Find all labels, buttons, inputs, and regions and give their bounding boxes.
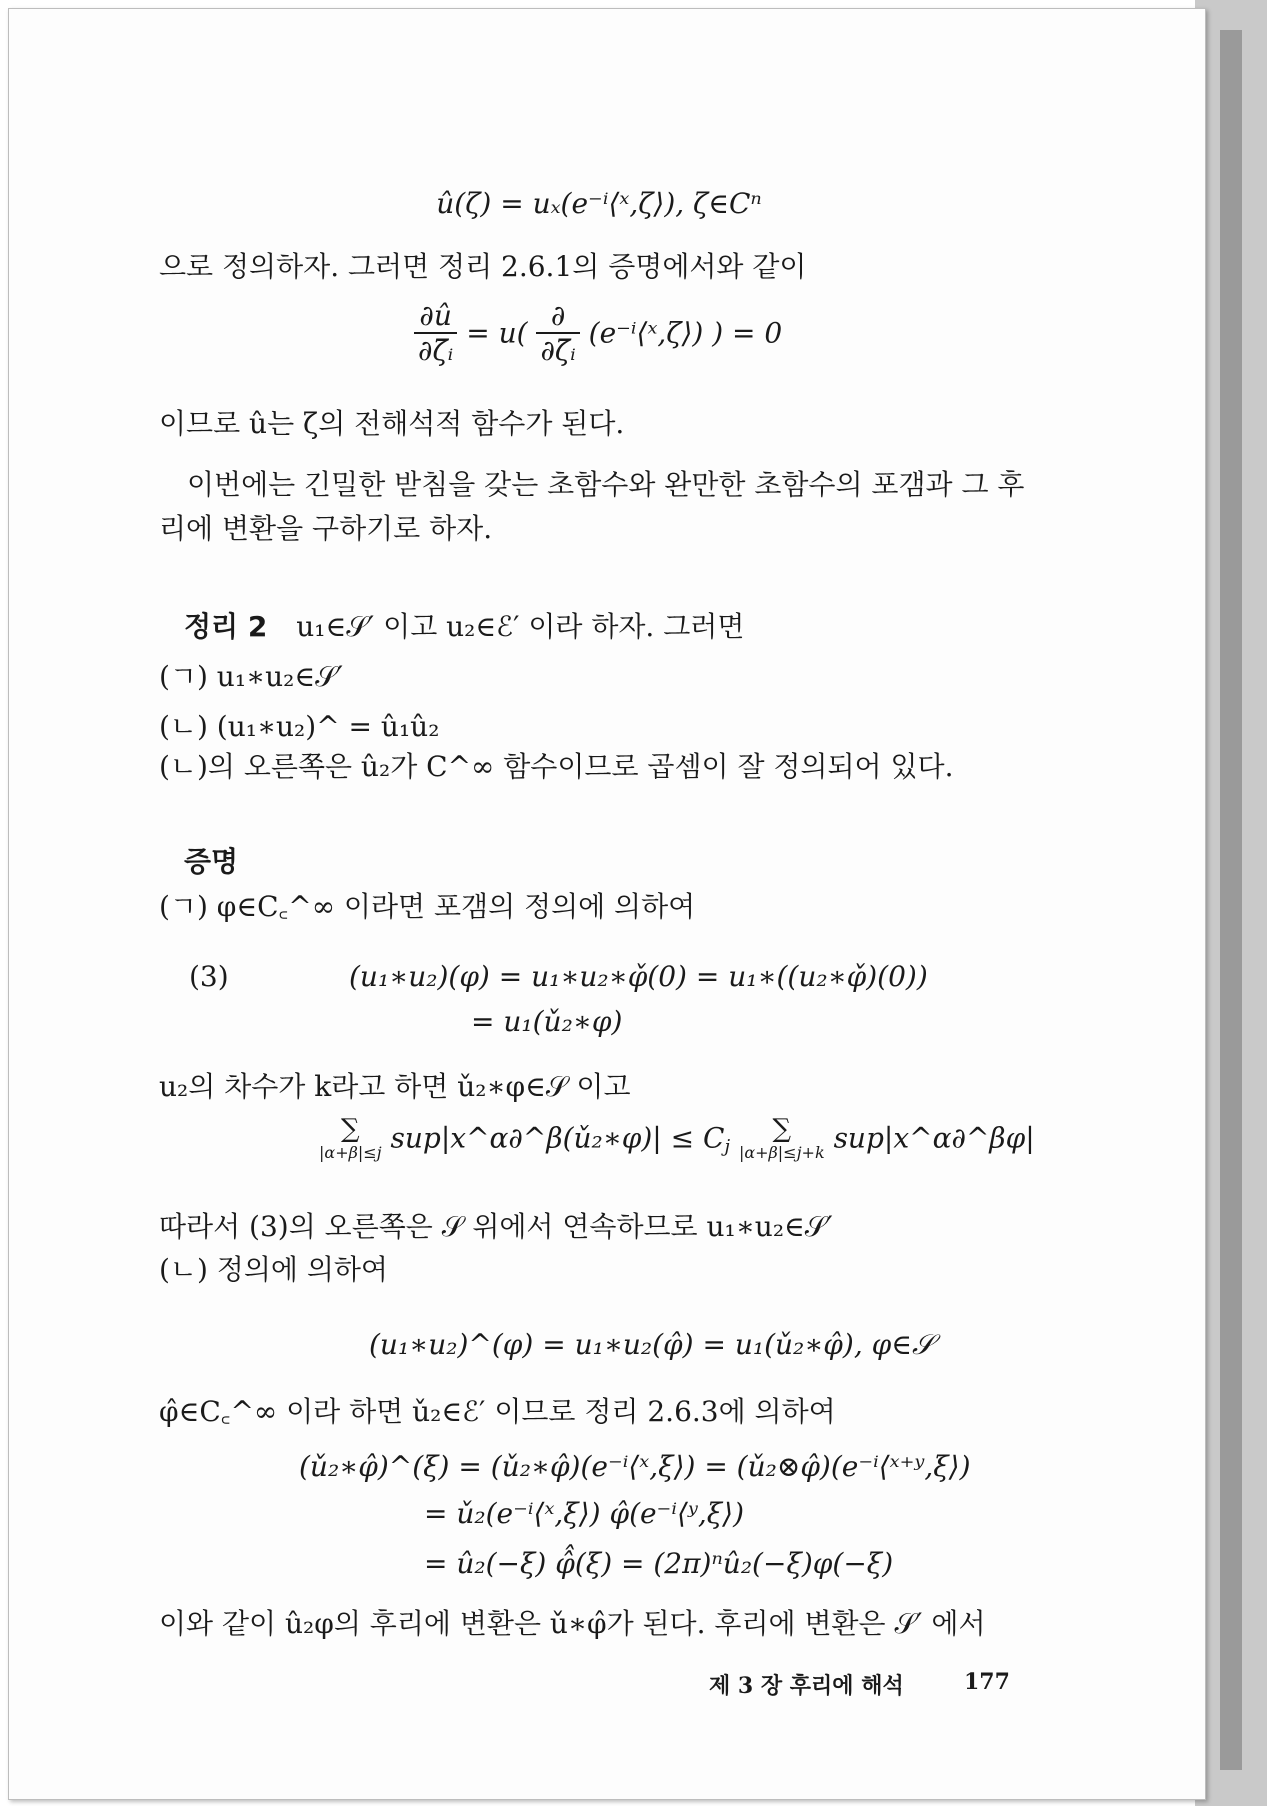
equation-transform-line1: (ǔ₂∗φ̂)^(ξ) = (ǔ₂∗φ̂)(e⁻ⁱ⟨ˣ,ξ⟩) = (ǔ₂⊗φ̂)(e⁻ⁱ⟨ˣ⁺ʸ,ξ⟩) <box>299 1450 971 1483</box>
paragraph-line: 따라서 (3)의 오른쪽은 𝒮 위에서 연속하므로 u₁∗u₂∈𝒮′ <box>159 1210 833 1243</box>
equation-cauchy-riemann <box>414 299 782 379</box>
equation-middle: = u( <box>466 316 528 350</box>
proof-label: 증명 <box>184 845 239 878</box>
equation-fourier-convolution: (u₁∗u₂)^(φ) = u₁∗u₂(φ̂) = u₁(ǔ₂∗φ̂), φ∈𝒮 <box>369 1328 934 1361</box>
equation-transform-line3: = û₂(−ξ) φ̂̂(ξ) = (2π)ⁿû₂(−ξ)φ(−ξ) <box>424 1547 894 1580</box>
paragraph-line: 이므로 û는 ζ의 전해석적 함수가 된다. <box>159 407 625 440</box>
fraction-du-dzeta: $\frac{\partial û}{\text{∂ζ̄ᵢ}}$ <box>414 299 457 367</box>
equation-convolution-line2: = u₁(ǔ₂∗φ) <box>471 1005 623 1038</box>
equation-transform-line2: = ǔ₂(e⁻ⁱ⟨ˣ,ξ⟩) φ̂(e⁻ⁱ⟨ʸ,ξ⟩) <box>424 1497 745 1530</box>
equation-fourier-laplace: û(ζ) = uₓ(e⁻ⁱ⟨ˣ,ζ⟩), ζ∈Cⁿ <box>436 187 762 220</box>
equation-rhs: (e⁻ⁱ⟨ˣ,ζ⟩) ) = 0 <box>588 316 783 350</box>
equation-seminorm-estimate: ∑ |α+β|≤j sup|x^α∂^β(ǔ₂∗φ)| ≤ $C_j$ ∑ |α+β|≤j+k sup|x^α∂^βφ| <box>319 1114 1035 1162</box>
equation-number: (3) <box>189 960 229 993</box>
theorem-statement <box>184 609 744 645</box>
fraction-d-dzeta: $\frac{\partial}{\text{∂ζ̄ᵢ}}$ <box>536 299 579 367</box>
equation-convolution-line1: (u₁∗u₂)(φ) = u₁∗u₂∗φ̌(0) = u₁∗((u₂∗φ̌)(0)) <box>349 960 928 993</box>
theorem-note: (ㄴ)의 오른쪽은 û₂가 C^∞ 함수이므로 곱셈이 잘 정의되어 있다. <box>159 750 954 783</box>
theorem-label: 정리 2 <box>184 610 268 643</box>
paragraph-line: 이번에는 긴밀한 받침을 갖는 초함수와 완만한 초함수의 포갬과 그 후 <box>187 468 1025 501</box>
proof-part-b: (ㄴ) 정의에 의하여 <box>159 1253 388 1286</box>
sum-symbol: ∑ |α+β|≤j <box>319 1114 382 1162</box>
paragraph-line: φ̂∈C꜀^∞ 이라 하면 ǔ₂∈ℰ′ 이므로 정리 2.6.3에 의하여 <box>159 1395 836 1428</box>
proof-part-a: (ㄱ) φ∈C꜀^∞ 이라면 포갬의 정의에 의하여 <box>159 890 696 923</box>
paragraph-line: u₂의 차수가 k라고 하면 ǔ₂∗φ∈𝒮 이고 <box>159 1070 631 1103</box>
theorem-item-b: (ㄴ) (u₁∗u₂)^ = û₁û₂ <box>159 710 440 743</box>
running-footer-chapter: 제 3 장 후리에 해석 <box>709 1673 904 1699</box>
theorem-text: u₁∈𝒮′ 이고 u₂∈ℰ′ 이라 하자. 그러면 <box>296 610 745 643</box>
page-edge-dark <box>1220 30 1242 1770</box>
paragraph-line: 리에 변환을 구하기로 하자. <box>159 512 493 545</box>
book-page <box>8 8 1206 1800</box>
paragraph-line: 이와 같이 û₂φ의 후리에 변환은 ǔ∗φ̂가 된다. 후리에 변환은 𝒮′ 에서 <box>159 1607 986 1640</box>
paragraph-line: 으로 정의하자. 그러면 정리 2.6.1의 증명에서와 같이 <box>159 250 807 283</box>
theorem-item-a: (ㄱ) u₁∗u₂∈𝒮′ <box>159 660 344 693</box>
sum-symbol: ∑ |α+β|≤j+k <box>738 1114 825 1162</box>
page-number: 177 <box>964 1669 1010 1695</box>
